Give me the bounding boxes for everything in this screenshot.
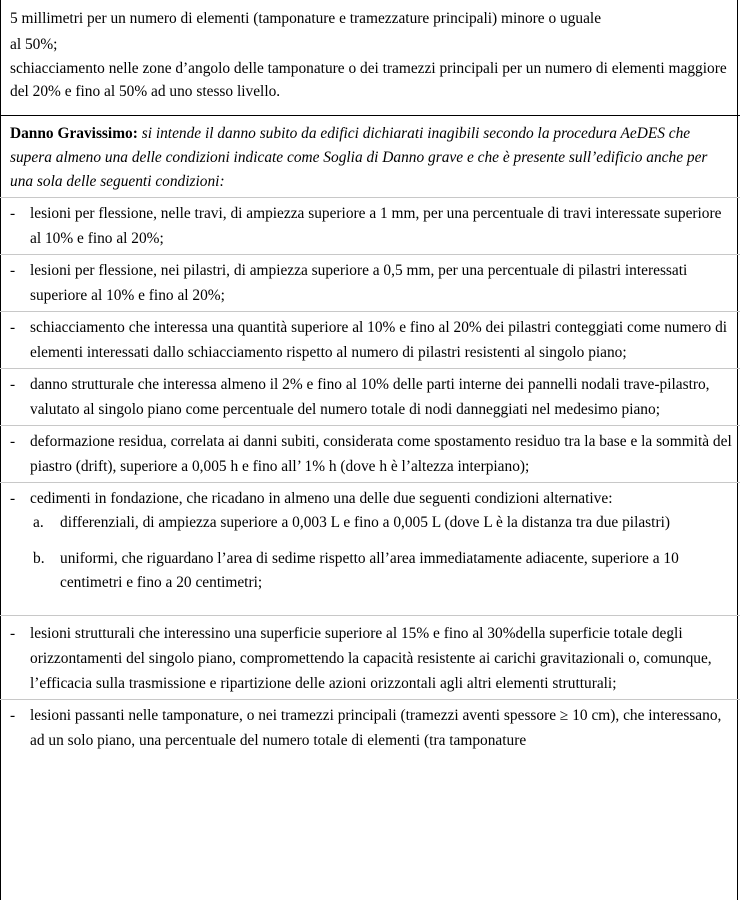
list-item-text: danno strutturale che interessa almeno il 2% e fino al 10% delle parti interne dei pannelli nodali trave-pilastro, valutato al singolo piano come percentuale del numero totale di nodi danneggiati nel medesimo piano; bbox=[30, 376, 710, 418]
text-line: 5 millimetri per un numero di elementi (tamponature e tramezzature principali) minore o uguale bbox=[10, 10, 602, 27]
list-item bbox=[10, 616, 732, 696]
sub-item-text: differenziali, di ampiezza superiore a 0,003 L e fino a 0,005 L (dove L è la distanza tra due pilastri) bbox=[60, 514, 670, 531]
sub-list-item bbox=[10, 511, 732, 535]
list-item-text: lesioni passanti nelle tamponature, o nei tramezzi principali (tramezzi aventi spessore ≥ 10 cm), che interessano, ad un solo piano, una percentuale del numero totale di elementi (tra tamponature bbox=[30, 707, 722, 749]
text-line: al 50%; bbox=[10, 36, 58, 53]
dash-bullet: - bbox=[10, 707, 16, 724]
list-item bbox=[10, 700, 732, 753]
list-item-text: lesioni strutturali che interessino una superficie superiore al 15% e fino al 30%della superficie totale degli orizzontamenti del singolo piano, compromettendo la capacità resistente ai carichi gravitazionali o, comunque, l’efficacia sulla trasmissione e ripartizione delle azioni orizzontali agli altri elementi strutturali; bbox=[30, 625, 712, 692]
list-item-text: cedimenti in fondazione, che ricadano in almeno una delle due seguenti condizioni alternative: bbox=[30, 490, 613, 507]
list-item-text: deformazione residua, correlata ai danni subiti, considerata come spostamento residuo tra la base e la sommità del piastro (drift), superiore a 0,005 h e fino all’ 1% h (dove h è l’altezza interpiano); bbox=[30, 433, 732, 475]
dash-bullet: - bbox=[10, 433, 16, 450]
list-item bbox=[10, 255, 732, 308]
section-description: si intende il danno subito da edifici dichiarati inagibili secondo la procedura AeDES che supera almeno una delle condizioni indicate come Soglia di Danno grave e che è presente sull’edificio anche per una sola delle seguenti condizioni: bbox=[10, 125, 708, 190]
dash-bullet: - bbox=[10, 376, 16, 393]
sub-item-letter: a. bbox=[33, 514, 44, 531]
list-item bbox=[10, 483, 732, 511]
list-item-text: lesioni per flessione, nei pilastri, di ampiezza superiore a 0,5 mm, per una percentuale di pilastri interessati superiore al 10% e fino al 20%; bbox=[30, 262, 688, 304]
section-intro bbox=[10, 119, 732, 194]
table-row-divider bbox=[0, 115, 740, 116]
list-item bbox=[10, 426, 732, 479]
list-item-text: schiacciamento che interessa una quantità superiore al 10% e fino al 20% dei pilastri conteggiati come numero di elementi interessati dallo schiacciamento rispetto al numero di pilastri resistenti al singolo piano; bbox=[30, 319, 728, 361]
sub-item-text: uniformi, che riguardano l’area di sedime rispetto all’area immediatamente adiacente, superiore a 10 centimetri e fino a 20 centimetri; bbox=[60, 550, 679, 591]
sub-item-letter: b. bbox=[33, 550, 45, 567]
dash-bullet: - bbox=[10, 490, 16, 507]
text-line: schiacciamento nelle zone d’angolo delle tamponature o dei tramezzi principali per un numero di elementi maggiore del 20% e fino al 50% ad uno stesso livello. bbox=[10, 60, 727, 100]
dash-bullet: - bbox=[10, 205, 16, 222]
section-heading: Danno Gravissimo: bbox=[10, 125, 138, 142]
previous-criteria-continuation bbox=[10, 0, 732, 103]
dash-bullet: - bbox=[10, 319, 16, 336]
dash-bullet: - bbox=[10, 262, 16, 279]
dash-bullet: - bbox=[10, 625, 16, 642]
list-item bbox=[10, 198, 732, 251]
sub-list-item bbox=[10, 547, 732, 595]
list-item-text: lesioni per flessione, nelle travi, di ampiezza superiore a 1 mm, per una percentuale di travi interessate superiore al 10% e fino al 20%; bbox=[30, 205, 722, 247]
list-item bbox=[10, 312, 732, 365]
danno-gravissimo-section bbox=[10, 119, 732, 753]
list-item bbox=[10, 369, 732, 422]
